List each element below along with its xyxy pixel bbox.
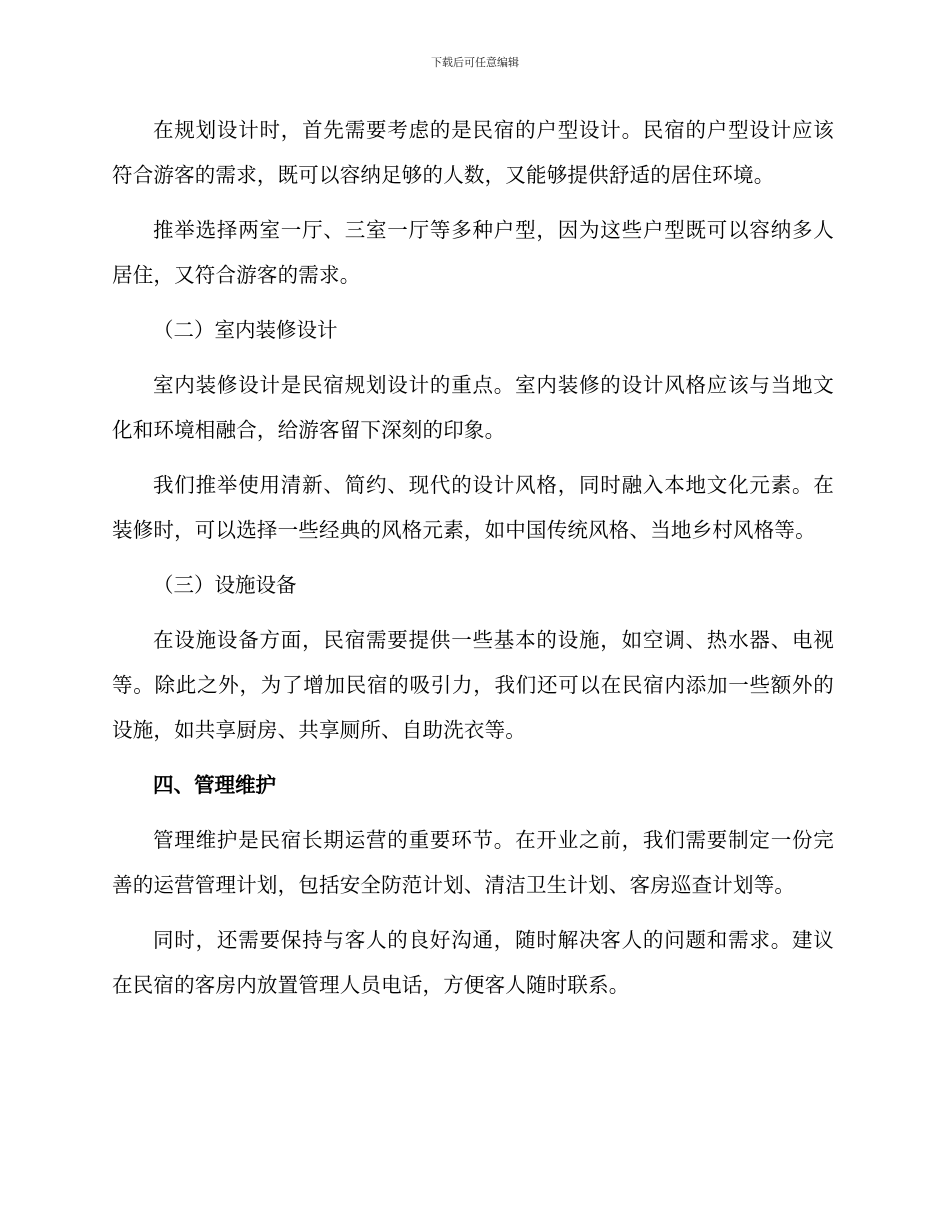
section-heading-management: 四、管理维护 [153,773,276,797]
paragraph-floorplan-intro: 在规划设计时，首先需要考虑的是民宿的户型设计。民宿的户型设计应该符合游客的需求，既可以容纳足够的人数，又能够提供舒适的居住环境。 [112,118,834,187]
page-header: 下载后可任意编辑 [431,56,519,69]
subheading-interior-design: （二）室内装修设计 [153,318,338,342]
document-body [112,108,834,1018]
paragraph-facilities: 在设施设备方面，民宿需要提供一些基本的设施，如空调、热水器、电视等。除此之外，为了增加民宿的吸引力，我们还可以在民宿内添加一些额外的设施，如共享厨房、共享厕所、自助洗衣等。 [112,628,834,742]
subheading-facilities: （三）设施设备 [153,573,297,597]
paragraph-floorplan-recommendation: 推举选择两室一厅、三室一厅等多种户型，因为这些户型既可以容纳多人居住，又符合游客的需求。 [112,218,834,287]
paragraph-management-plan: 管理维护是民宿长期运营的重要环节。在开业之前，我们需要制定一份完善的运营管理计划，包括安全防范计划、清洁卫生计划、客房巡查计划等。 [112,828,834,897]
paragraph-interior-design-intro: 室内装修设计是民宿规划设计的重点。室内装修的设计风格应该与当地文化和环境相融合，给游客留下深刻的印象。 [112,373,834,442]
paragraph-guest-communication: 同时，还需要保持与客人的良好沟通，随时解决客人的问题和需求。建议在民宿的客房内放置管理人员电话，方便客人随时联系。 [112,928,834,997]
paragraph-interior-design-style: 我们推举使用清新、简约、现代的设计风格，同时融入本地文化元素。在装修时，可以选择一些经典的风格元素，如中国传统风格、当地乡村风格等。 [112,473,834,542]
